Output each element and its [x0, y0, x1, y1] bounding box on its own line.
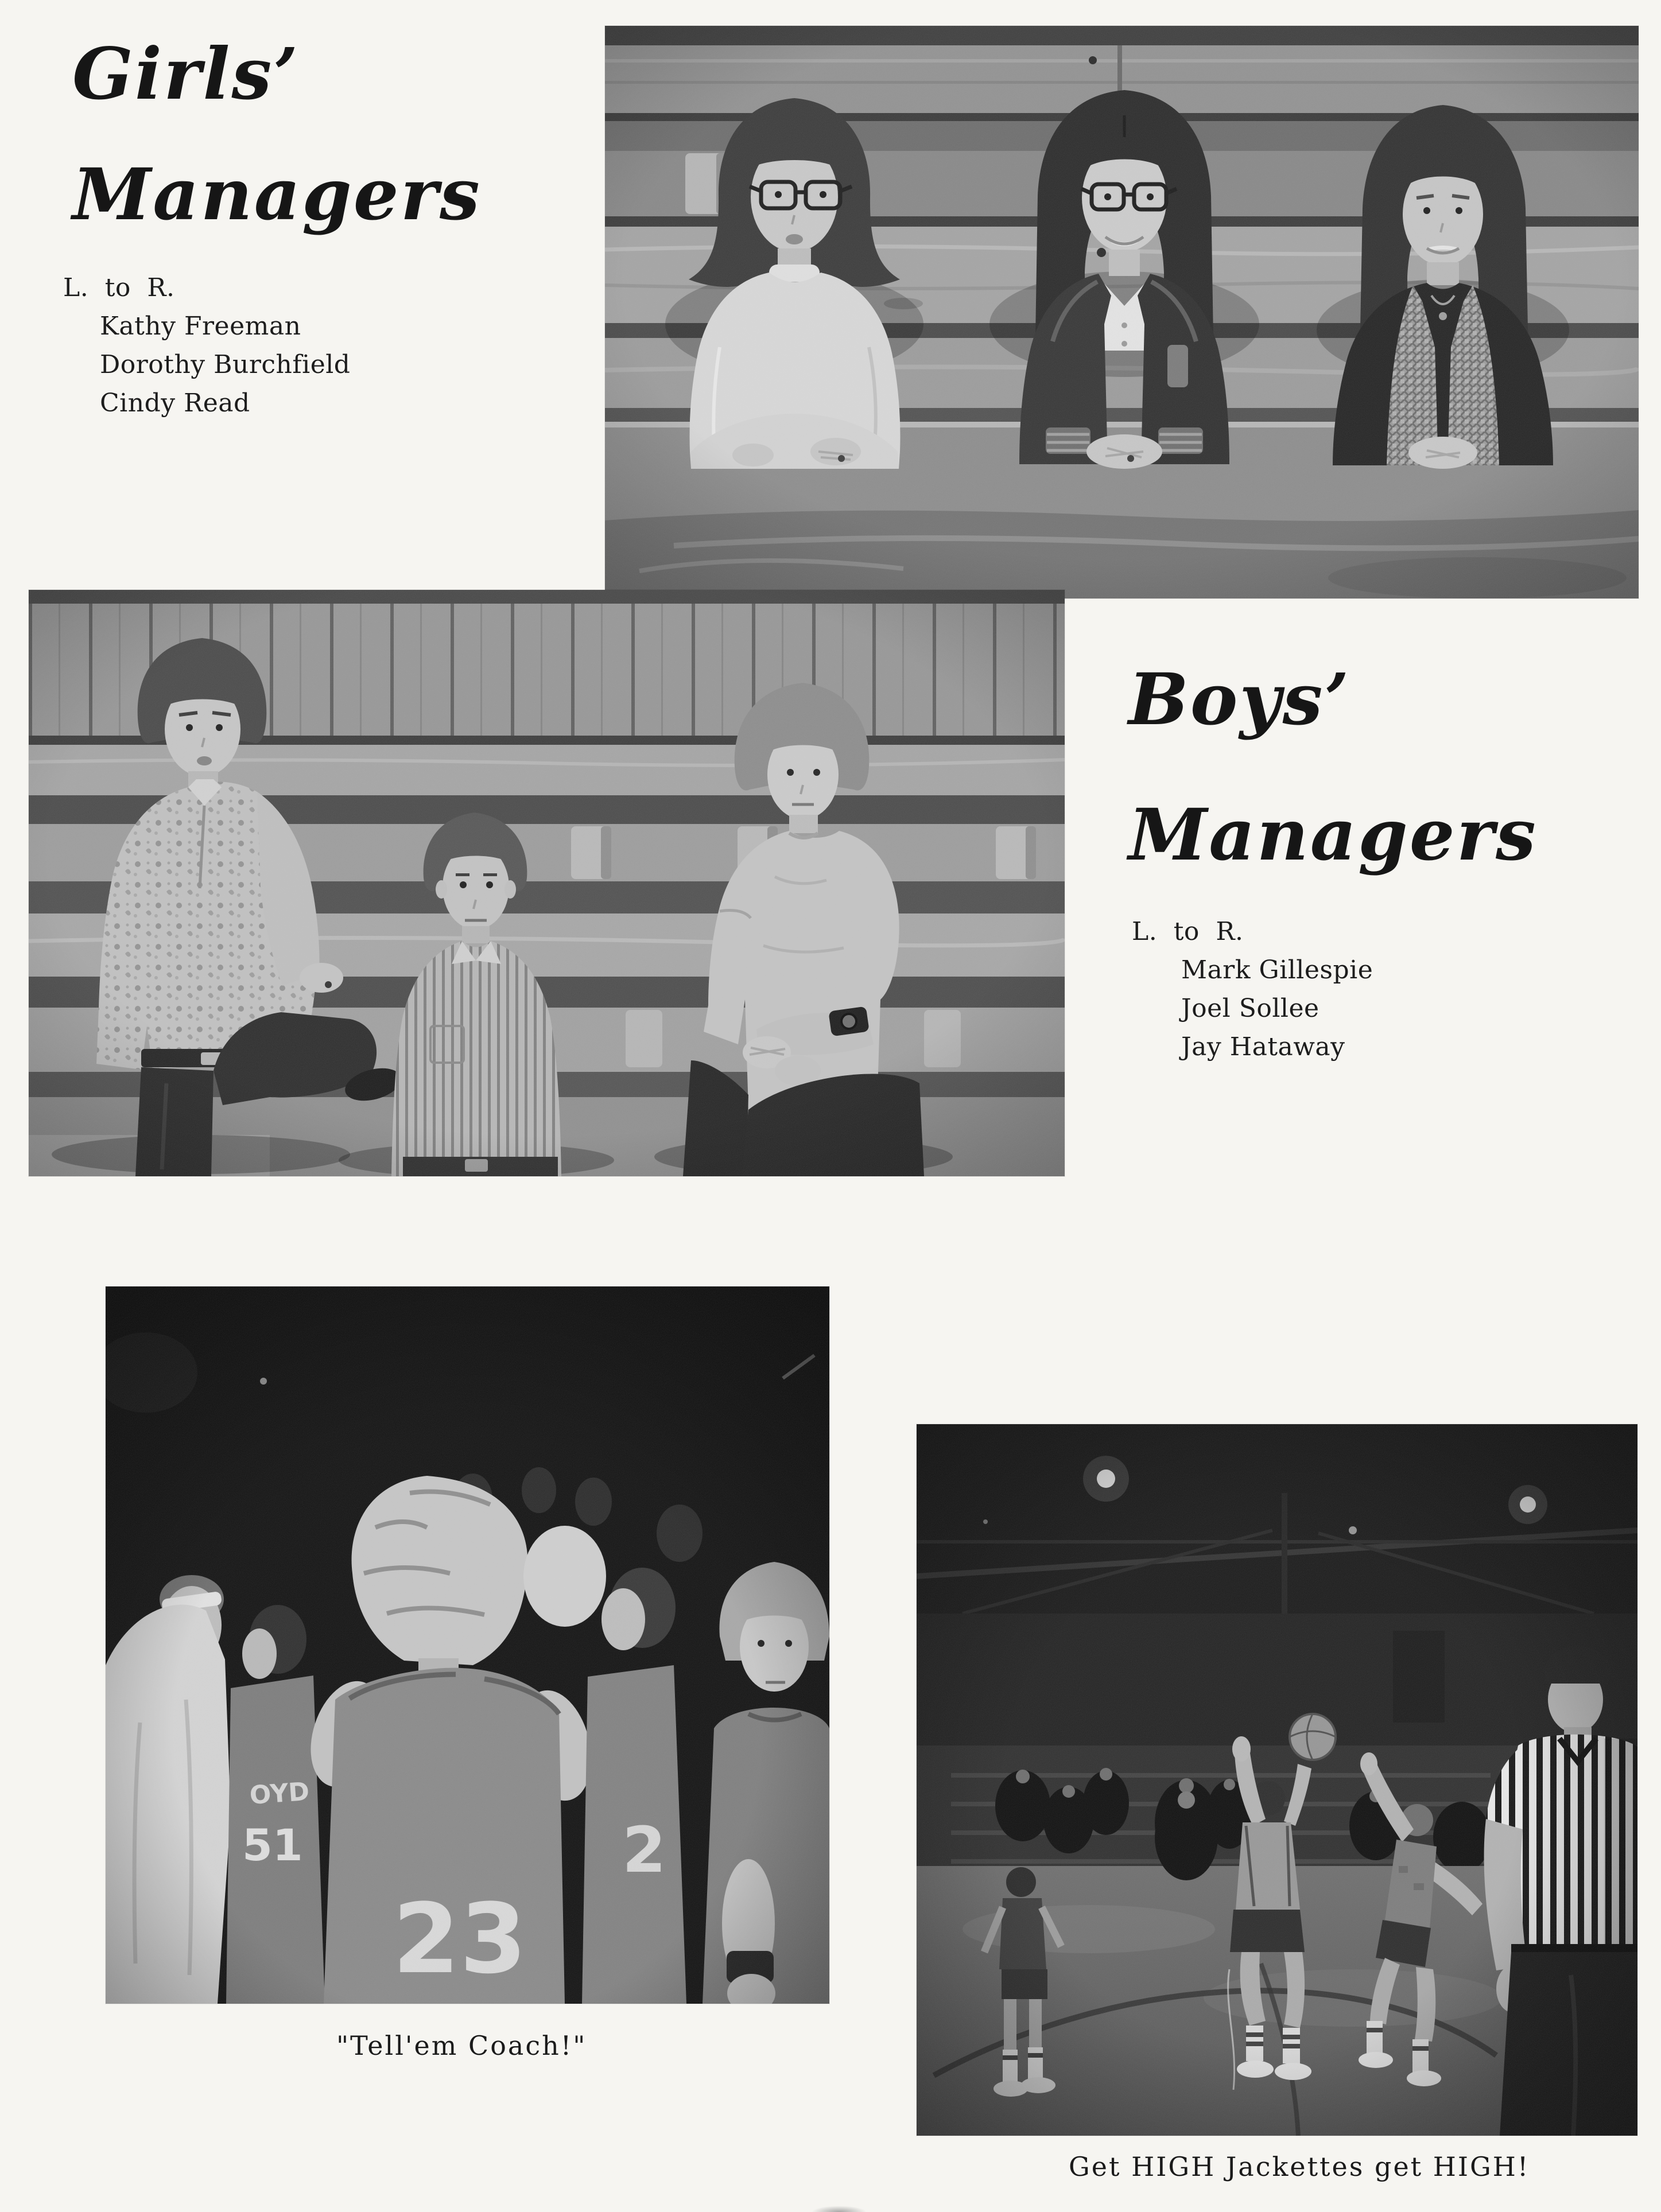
boys-heading-line2: Managers: [1128, 794, 1538, 877]
game-action-photo: [917, 1424, 1637, 2136]
boys-roster-name: Joel Sollee: [1181, 994, 1320, 1023]
girls-roster: [63, 269, 350, 422]
game-caption: Get HIGH Jackettes get HIGH!: [1069, 2151, 1530, 2182]
girls-managers-photo: [605, 26, 1639, 598]
boys-managers-photo: [29, 590, 1065, 1176]
girls-roster-name: Dorothy Burchfield: [100, 350, 351, 379]
boys-roster-name: Mark Gillespie: [1181, 955, 1373, 985]
boys-roster-intro: L. to R.: [1132, 917, 1244, 946]
girls-heading-line2: Managers: [72, 153, 482, 236]
boys-roster-name: Jay Hataway: [1181, 1032, 1345, 1062]
girls-roster-name: Cindy Read: [100, 388, 250, 418]
huddle-photo: [106, 1286, 829, 2004]
page-number-cropped: [812, 2206, 867, 2212]
girls-heading-line1: Girls’: [72, 33, 300, 116]
girls-roster-intro: L. to R.: [63, 273, 175, 302]
girls-roster-name: Kathy Freeman: [100, 312, 301, 341]
boys-roster: [1132, 912, 1373, 1066]
boys-heading-line1: Boys’: [1128, 658, 1351, 741]
huddle-caption: "Tell'em Coach!": [336, 2030, 587, 2061]
